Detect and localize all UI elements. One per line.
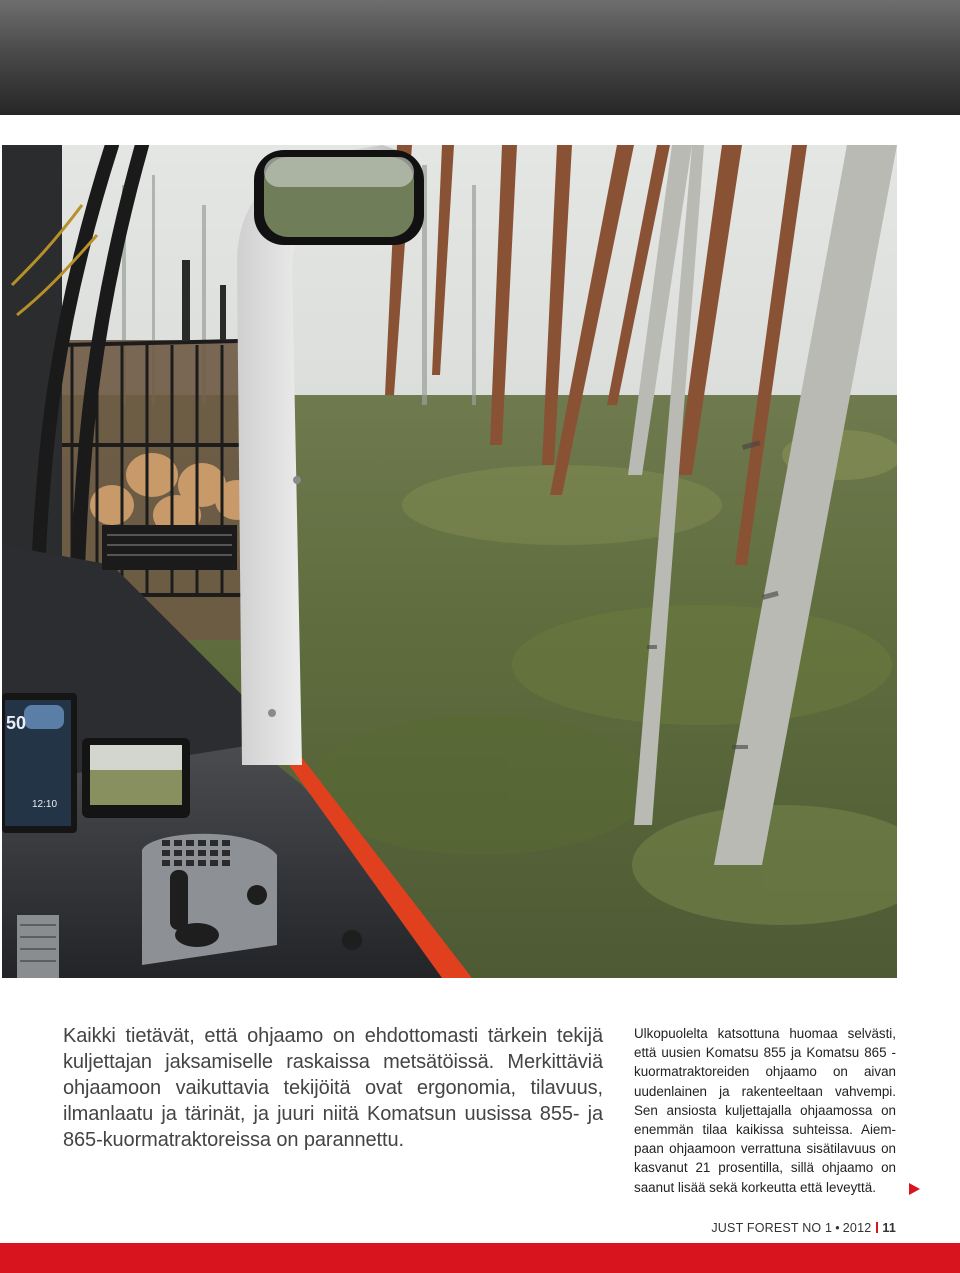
- footer-separator: [876, 1222, 878, 1233]
- top-band: [0, 0, 960, 115]
- page-footer: [711, 1221, 896, 1235]
- footer-year: 2012: [842, 1221, 872, 1235]
- footer-magazine: JUST FOREST NO 1: [711, 1221, 833, 1235]
- article-body: [634, 1024, 896, 1197]
- screen-readout-1: 50: [6, 713, 27, 733]
- article-body-text: Ulkopuolelta katsottuna huomaa selvästi, että uusien Komatsu 855 ja Komatsu 865 -kuormatraktoreiden ohjaamo on aivan uudenlainen ja rakenteeltaan vahvempi. Sen ansiosta kuljettajalla ohjaamossa on enemmän tilaa kaikissa suhteissa. Aiem-paan ohjaamoon verrattuna sisätilavuus on kasvanut 21 prosentilla, sillä ohjaamo on: [634, 1026, 896, 1176]
- bottom-red-bar: [0, 1243, 960, 1273]
- bullet-icon: •: [835, 1221, 840, 1235]
- footer-page-number: 11: [882, 1221, 896, 1235]
- article-lead: Kaikki tietävät, että ohjaamo on ehdottomasti tärkein tekijä kuljettajan jaksamiselle raskaissa metsätöissä. Merkittäviä ohjaamoon vaikuttavia tekijöitä ovat ergonomia, tilavuus, ilmanlaatu ja tärinät, ja juuri niitä Komatsun uusissa 855- ja 865-kuormatraktoreissa on parannettu.: [63, 1025, 603, 1151]
- article-body-last-line: saanut lisää sekä korkeutta että leveyttä.: [634, 1179, 876, 1195]
- article-end-triangle-icon: [909, 1183, 920, 1195]
- screen-readout-2: 12:10: [32, 799, 58, 810]
- cab-interior-photo: [2, 145, 897, 978]
